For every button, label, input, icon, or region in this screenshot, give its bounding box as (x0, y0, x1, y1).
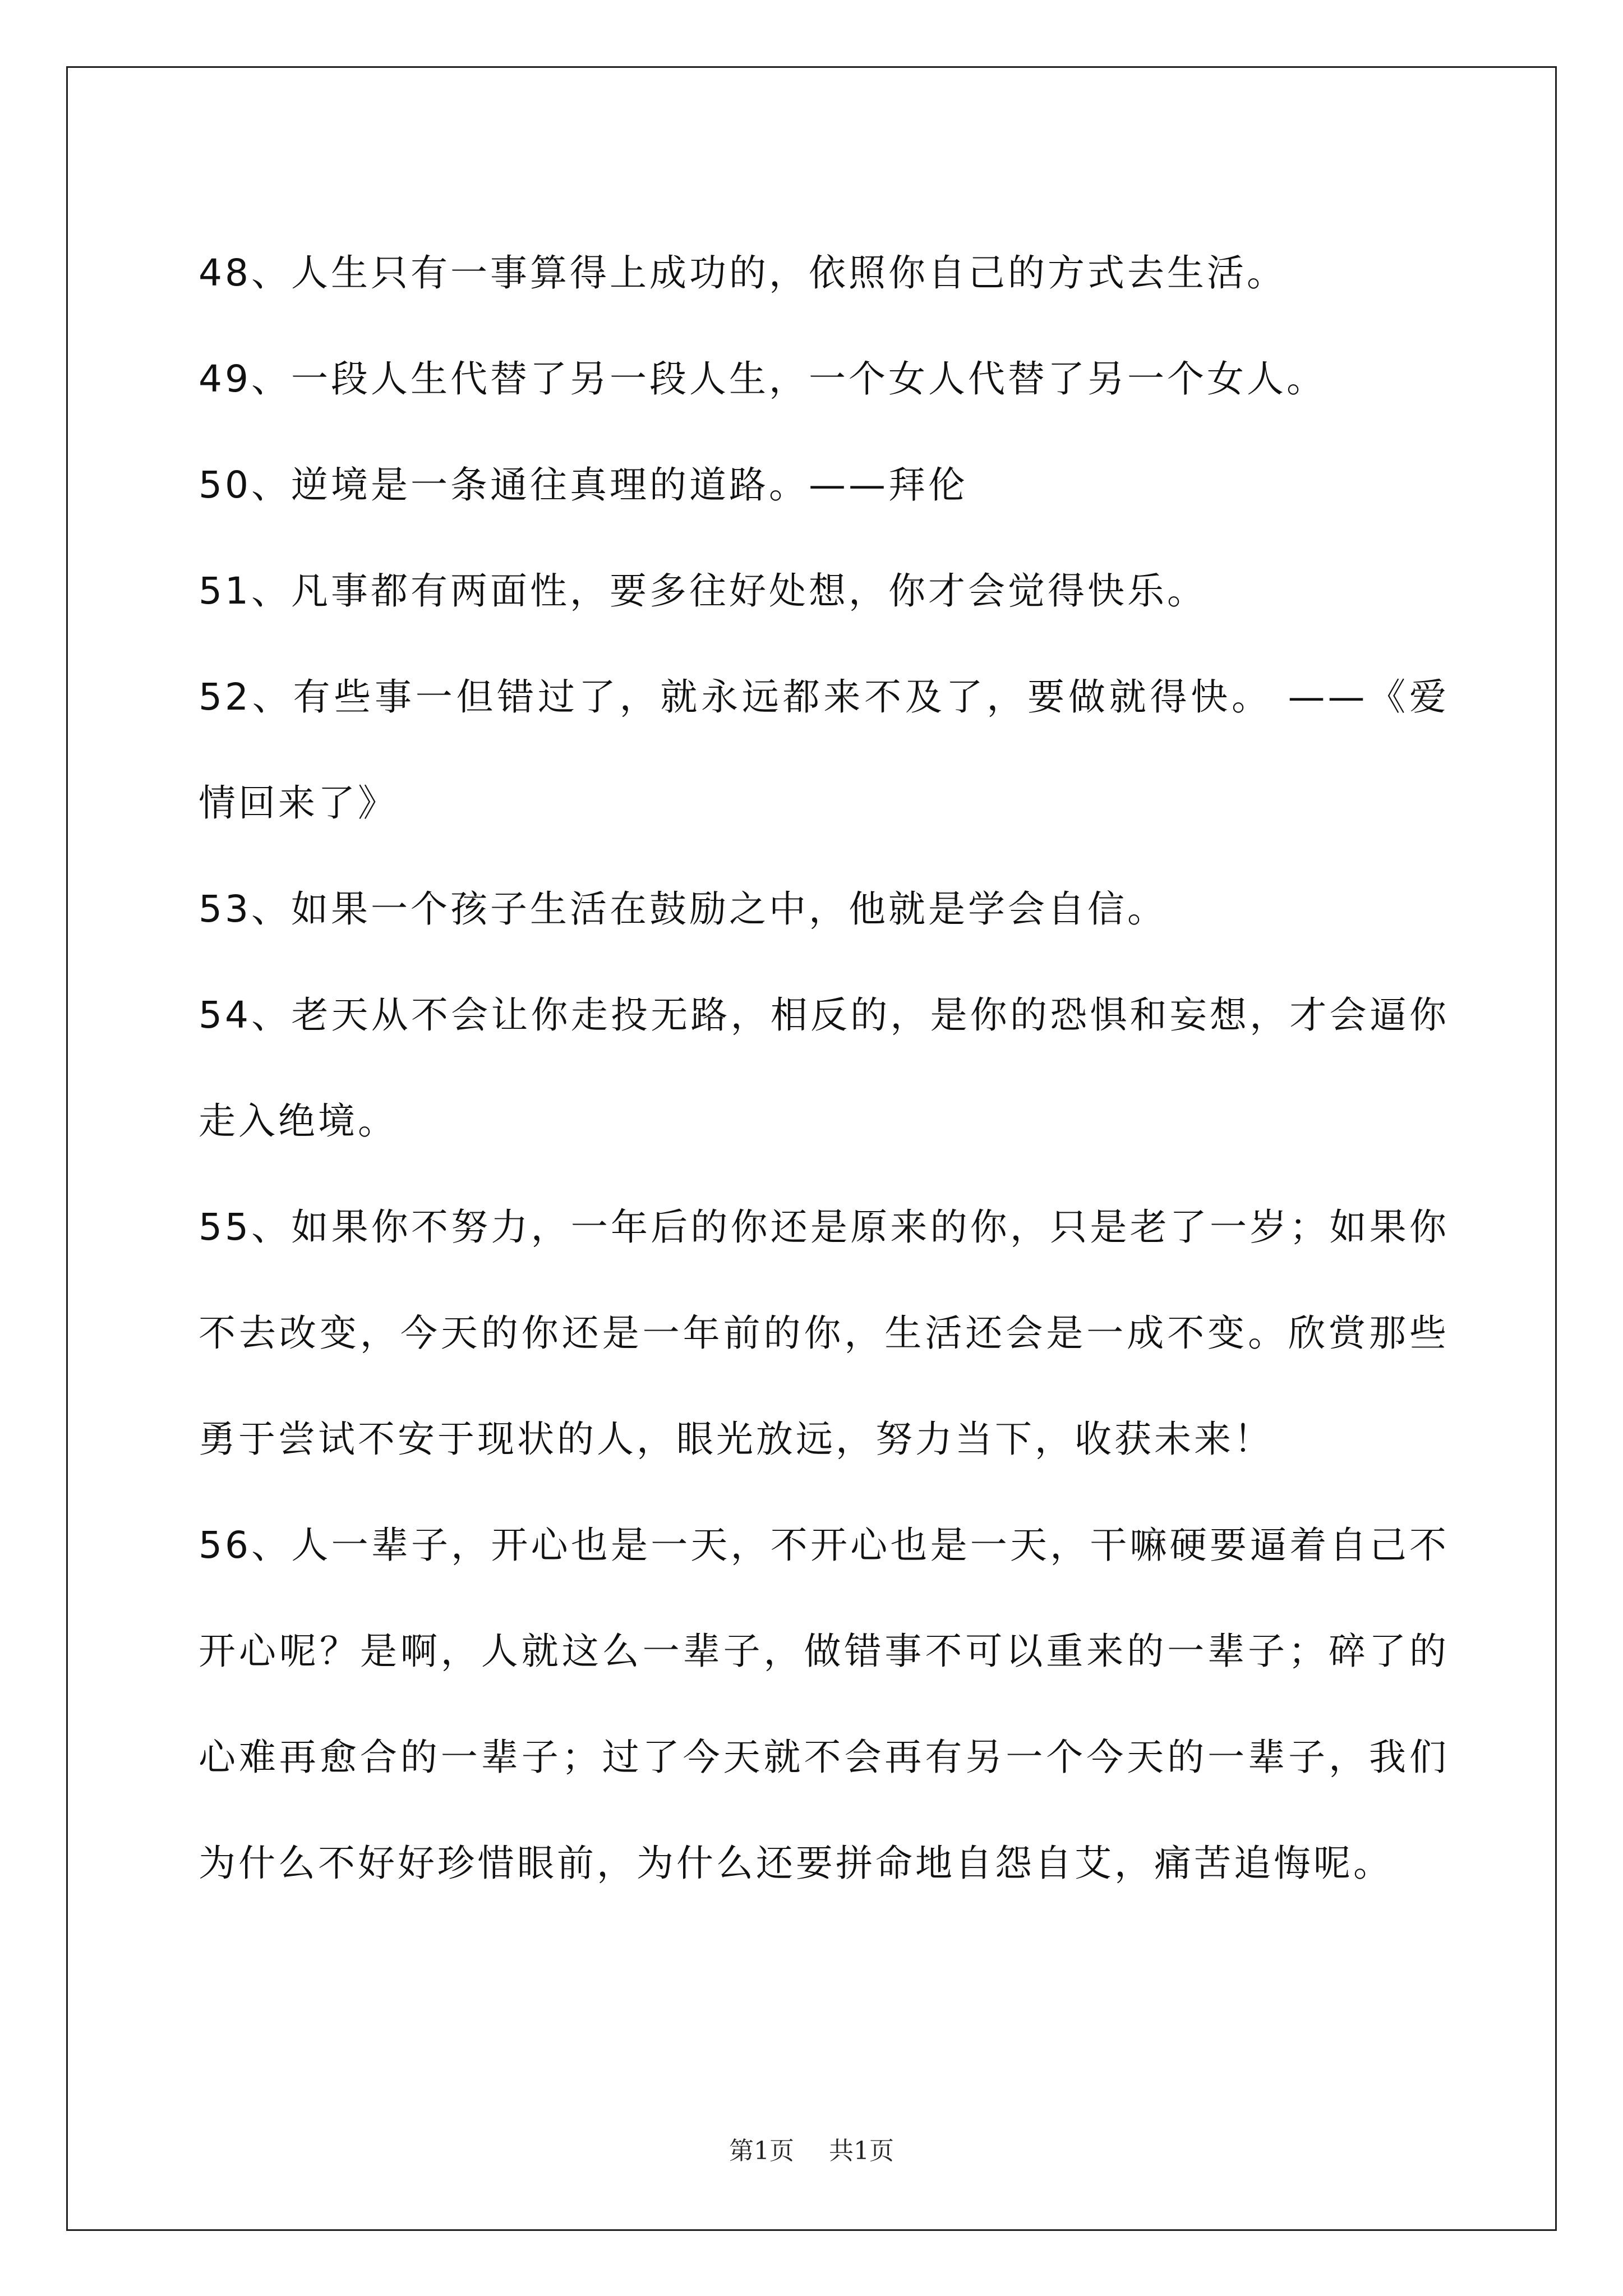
quote-item: 52、有些事一但错过了，就永远都来不及了，要做就得快。 ——《爱情回来了》 (199, 675, 1449, 825)
page-total: 共1页 (829, 2137, 894, 2165)
page-number: 第1页 (729, 2137, 794, 2165)
quote-item: 51、凡事都有两面性，要多往好处想，你才会觉得快乐。 (199, 569, 1207, 613)
quote-item: 55、如果你不努力，一年后的你还是原来的你，只是老了一岁；如果你不去改变，今天的你还是一年前的你，生活还会是一成不变。欣赏那些勇于尝试不安于现状的人，眼光放远，努力当下，收获未来！ (199, 1205, 1449, 1461)
quote-item: 56、人一辈子，开心也是一天，不开心也是一天，干嘛硬要逼着自己不开心呢？是啊，人就这么一辈子，做错事不可以重来的一辈子；碎了的心难再愈合的一辈子；过了今天就不会再有另一个今天的一辈子，我们为什么不好好珍惜眼前，为什么还要拼命地自怨自艾，痛苦追悔呢。 (199, 1524, 1449, 1885)
quote-item: 48、人生只有一事算得上成功的，依照你自己的方式去生活。 (199, 251, 1287, 295)
quote-item: 53、如果一个孩子生活在鼓励之中，他就是学会自信。 (199, 887, 1167, 931)
quote-item: 50、逆境是一条通往真理的道路。——拜伦 (199, 463, 968, 507)
quote-list (199, 220, 1449, 1916)
quote-item: 49、一段人生代替了另一段人生，一个女人代替了另一个女人。 (199, 357, 1326, 401)
quote-item: 54、老天从不会让你走投无路，相反的，是你的恐惧和妄想，才会逼你走入绝境。 (199, 993, 1449, 1143)
page-footer (0, 2131, 1623, 2166)
